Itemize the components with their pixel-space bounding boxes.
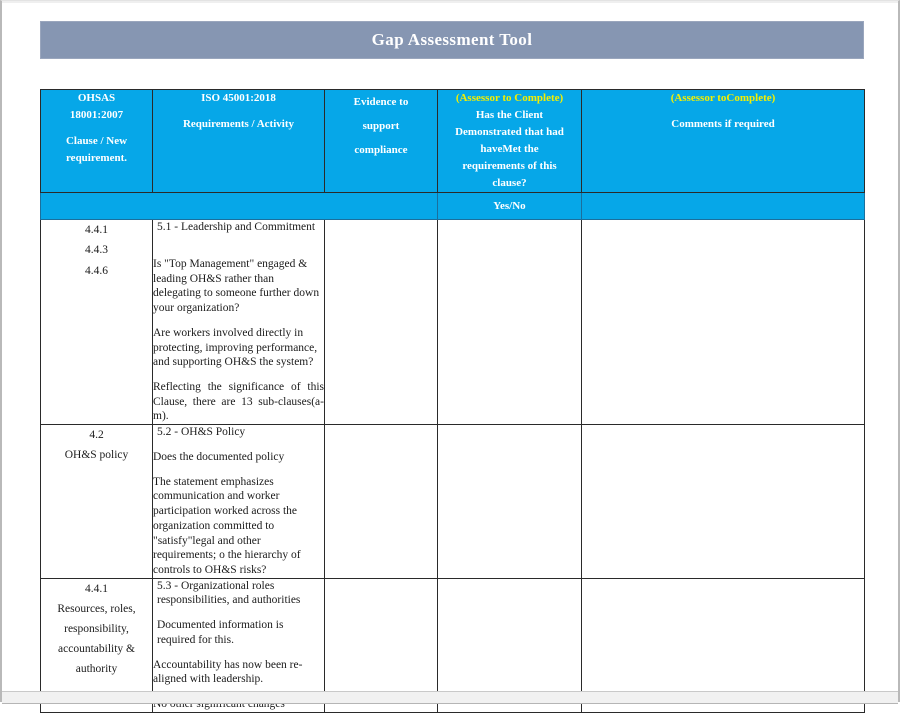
clause-number: 4.4.1 <box>85 582 108 595</box>
header-spacer <box>41 124 152 133</box>
subheader-blank <box>41 193 438 220</box>
clause-cell <box>41 425 153 578</box>
header-spacer <box>153 107 324 116</box>
header-line: support <box>362 120 400 133</box>
header-assessor-note: (Assessor to Complete) <box>455 92 564 104</box>
assessor-yes-no-cell[interactable] <box>438 220 582 425</box>
requirement-heading: 5.1 - Leadership and Commitment <box>157 221 316 234</box>
clause-number: 4.4.3 <box>85 244 108 257</box>
column-header-iso45001 <box>153 90 325 193</box>
requirement-cell <box>153 220 325 425</box>
requirement-paragraph: The statement emphasizes communication and worker participation worked across the organization committed to "satisfy"legal and other requirements; o the hierarchy of controls to OH&S risks? <box>153 475 301 576</box>
table-header-row <box>41 90 865 193</box>
header-line: Demonstrated that had <box>455 126 564 139</box>
header-spacer <box>582 107 864 116</box>
clause-cell <box>41 220 153 425</box>
header-line: OHSAS <box>77 92 116 104</box>
header-line: Has the Client <box>475 109 544 122</box>
header-line: Evidence to <box>353 96 409 108</box>
requirement-paragraph: Are workers involved directly in protecting, improving performance, and supporting OH&S the system? <box>153 326 318 369</box>
clause-number: 4.4.1 <box>85 224 108 237</box>
clause-number: 4.2 <box>89 429 104 442</box>
comments-cell[interactable] <box>582 425 865 578</box>
table-row <box>41 220 865 425</box>
subheader-yes-no: Yes/No <box>438 193 582 220</box>
header-line: Clause / New <box>65 135 128 148</box>
header-line: compliance <box>354 144 408 157</box>
table-row <box>41 425 865 578</box>
column-header-evidence <box>325 90 438 193</box>
header-line: requirements of this <box>462 160 557 173</box>
header-line: 18001:2007 <box>69 109 124 122</box>
table-subheader-row <box>41 193 865 220</box>
clause-number: 4.4.6 <box>85 264 108 277</box>
page-title: Gap Assessment Tool <box>371 30 533 49</box>
clause-description: OH&S policy <box>64 449 129 462</box>
column-header-comments <box>582 90 865 193</box>
requirement-paragraph: Documented information is required for this. <box>157 619 284 646</box>
page-top-rule <box>2 1 898 3</box>
header-assessor-note: (Assessor toComplete) <box>670 92 776 104</box>
requirement-paragraph: Reflecting the significance of this Clause, there are 13 sub-clauses(a-m). <box>153 381 324 423</box>
evidence-cell[interactable] <box>325 425 438 578</box>
requirement-cell <box>153 425 325 578</box>
subheader-blank-comments <box>582 193 865 220</box>
header-line: haveMet the <box>480 143 539 156</box>
assessor-yes-no-cell[interactable] <box>438 425 582 578</box>
header-line: clause? <box>492 177 527 190</box>
title-banner <box>40 21 864 59</box>
header-line: ISO 45001:2018 <box>201 92 276 104</box>
evidence-cell[interactable] <box>325 220 438 425</box>
requirement-paragraph: Accountability has now been re-aligned with leadership. <box>153 658 303 686</box>
header-line: Requirements / Activity <box>182 118 294 131</box>
column-header-ohsas <box>41 90 153 193</box>
requirement-paragraph: Is "Top Management" engaged & leading OH&S rather than delegating to someone further down your organization? <box>153 258 320 315</box>
gap-assessment-table <box>40 89 865 713</box>
requirement-heading: 5.3 - Organizational roles responsibilities, and authorities <box>157 579 301 607</box>
comments-cell[interactable] <box>582 220 865 425</box>
requirement-paragraph: Does the documented policy <box>153 450 285 463</box>
header-line: Comments if required <box>671 118 775 131</box>
footer-band <box>2 692 898 704</box>
column-header-assessor-demonstrated <box>438 90 582 193</box>
clause-description: Resources, roles, responsibility, accountability & authority <box>57 602 136 676</box>
requirement-heading: 5.2 - OH&S Policy <box>157 426 246 439</box>
header-line: requirement. <box>66 152 127 165</box>
